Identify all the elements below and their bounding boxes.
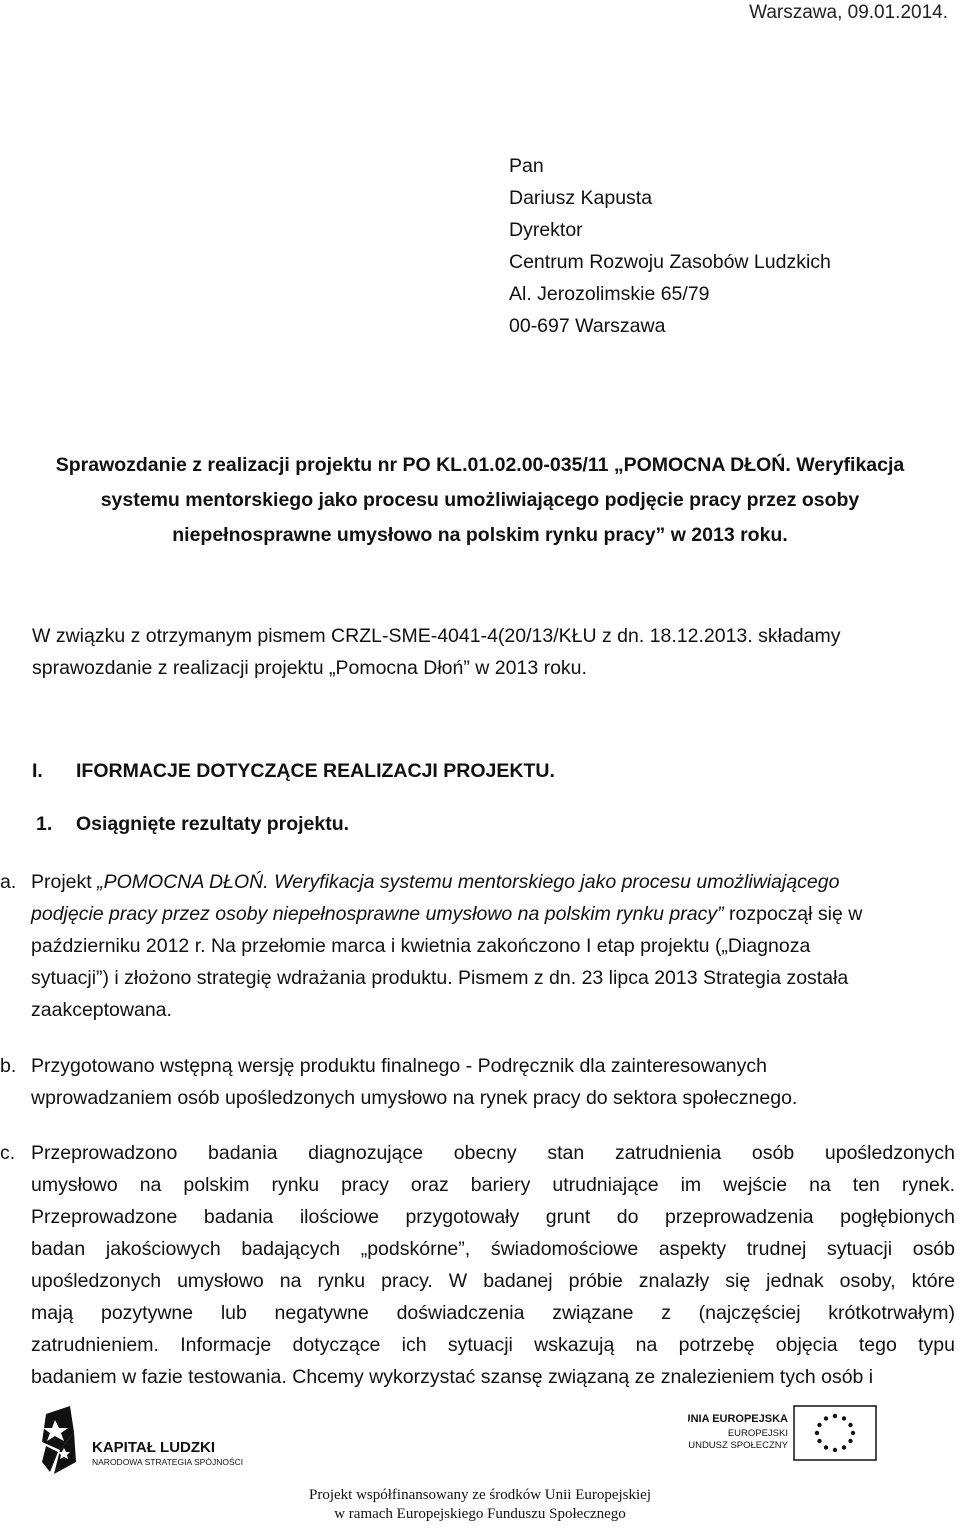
subsection-heading <box>36 813 349 836</box>
logo-ue-line2: EUROPEJSKI <box>727 1428 788 1439</box>
addressee-block <box>509 150 831 342</box>
item-b <box>0 1050 959 1114</box>
subsection-number: 1. <box>36 813 53 835</box>
section-number: I. <box>32 760 43 782</box>
eu-flag-icon <box>688 1404 878 1480</box>
item-a-line: październiku 2012 r. Na przełomie marca i kwietnia zakończono I etap projektu („Diagnoza <box>31 935 811 957</box>
footer-line: Projekt współfinansowany ze środków Unii Europejskiej <box>308 1487 652 1503</box>
item-letter: a. <box>0 871 17 893</box>
item-c-line: mają pozytywne lub negatywne doświadczenia związane z (najczęściej krótkotrwałym) <box>31 1302 955 1324</box>
addressee-line: Dyrektor <box>509 219 583 241</box>
item-c-line: upośledzonych umysłowo na rynku pracy. W badanej próbie znalazły się jednak osoby, które <box>31 1270 955 1292</box>
item-c-line: zatrudnieniem. Informacje dotyczące ich sytuacji wskazują na potrzebę objęcia tego typu <box>31 1334 955 1356</box>
project-title-italic-cont: podjęcie pracy przez osoby niepełnosprawne umysłowo na polskim rynku pracy” <box>31 903 724 925</box>
item-a <box>0 866 959 1026</box>
footer-line: w ramach Europejskiego Funduszu Społecznego <box>334 1506 626 1522</box>
addressee-line: Al. Jerozolimskie 65/79 <box>509 283 710 305</box>
page-footer <box>0 1486 960 1524</box>
intro-line: sprawozdanie z realizacji projektu „Pomocna Dłoń” w 2013 roku. <box>32 657 587 679</box>
subject-line: Sprawozdanie z realizacji projektu nr PO KL.01.02.00-035/11 „POMOCNA DŁOŃ. Weryfikacja <box>55 454 905 476</box>
kapital-ludzki-emblem-icon <box>40 1402 260 1480</box>
item-a-line: zaakceptowana. <box>31 999 172 1021</box>
item-c-line: Przeprowadzone badania ilościowe przygotowały grunt do przeprowadzenia pogłębionych <box>31 1206 955 1228</box>
item-c-line: Przeprowadzono badania diagnozujące obecny stan zatrudnienia osób upośledzonych <box>31 1142 955 1164</box>
item-b-line: wprowadzaniem osób upośledzonych umysłowo na rynek pracy do sektora społecznego. <box>31 1087 798 1109</box>
kapital-ludzki-logo <box>40 1402 260 1480</box>
subject-line: systemu mentorskiego jako procesu umożliwiającego podjęcie pracy przez osoby <box>100 489 860 511</box>
subject-line: niepełnosprawne umysłowo na polskim rynku pracy” w 2013 roku. <box>172 524 788 546</box>
logo-ue-title: UNIA EUROPEJSKA <box>688 1413 788 1425</box>
addressee-line: 00-697 Warszawa <box>509 315 666 337</box>
subsection-title: Osiągnięte rezultaty projektu. <box>76 813 350 835</box>
item-c-line: umysłowo na polskim rynku pracy oraz bariery utrudniające im wejście na ten rynek. <box>31 1174 955 1196</box>
section-title: IFORMACJE DOTYCZĄCE REALIZACJI PROJEKTU. <box>76 760 555 782</box>
intro-line: W związku z otrzymanym pismem CRZL-SME-4041-4(20/13/KŁU z dn. 18.12.2013. składamy <box>32 625 841 647</box>
item-c-line: badan jakościowych badających „podskórne”, świadomościowe aspekty trudnej sytuacji osób <box>31 1238 955 1260</box>
addressee-line: Pan <box>509 155 544 177</box>
item-a-line: sytuacji”) i złożono strategię wdrażania produktu. Pismem z dn. 23 lipca 2013 Strategia została <box>31 967 849 989</box>
letter-date: Warszawa, 09.01.2014. <box>749 2 948 23</box>
item-letter: b. <box>0 1055 17 1077</box>
item-c <box>0 1137 955 1393</box>
item-a-text: rozpoczął się w <box>723 903 863 925</box>
section-heading <box>32 760 555 783</box>
item-b-line: Przygotowano wstępną wersję produktu finalnego - Podręcznik dla zainteresowanych <box>31 1055 767 1077</box>
item-c-line: badaniem w fazie testowania. Chcemy wykorzystać szansę związaną ze znalezieniem tych osób i <box>31 1366 874 1388</box>
intro-paragraph <box>32 620 932 684</box>
logo-kl-subtitle: NARODOWA STRATEGIA SPÓJNOŚCI <box>92 1457 244 1467</box>
addressee-line: Centrum Rozwoju Zasobów Ludzkich <box>509 251 831 273</box>
project-title-italic: „POMOCNA DŁOŃ. Weryfikacja systemu mentorskiego jako procesu umożliwiającego <box>97 871 840 893</box>
addressee-line: Dariusz Kapusta <box>509 187 653 209</box>
item-letter: c. <box>0 1142 16 1164</box>
logo-ue-line3: FUNDUSZ SPOŁECZNY <box>688 1440 788 1451</box>
letter-subject <box>20 448 940 553</box>
eu-esf-logo <box>688 1404 878 1480</box>
item-a-prefix: Projekt <box>31 871 98 893</box>
logo-kl-title: KAPITAŁ LUDZKI <box>92 1439 216 1456</box>
